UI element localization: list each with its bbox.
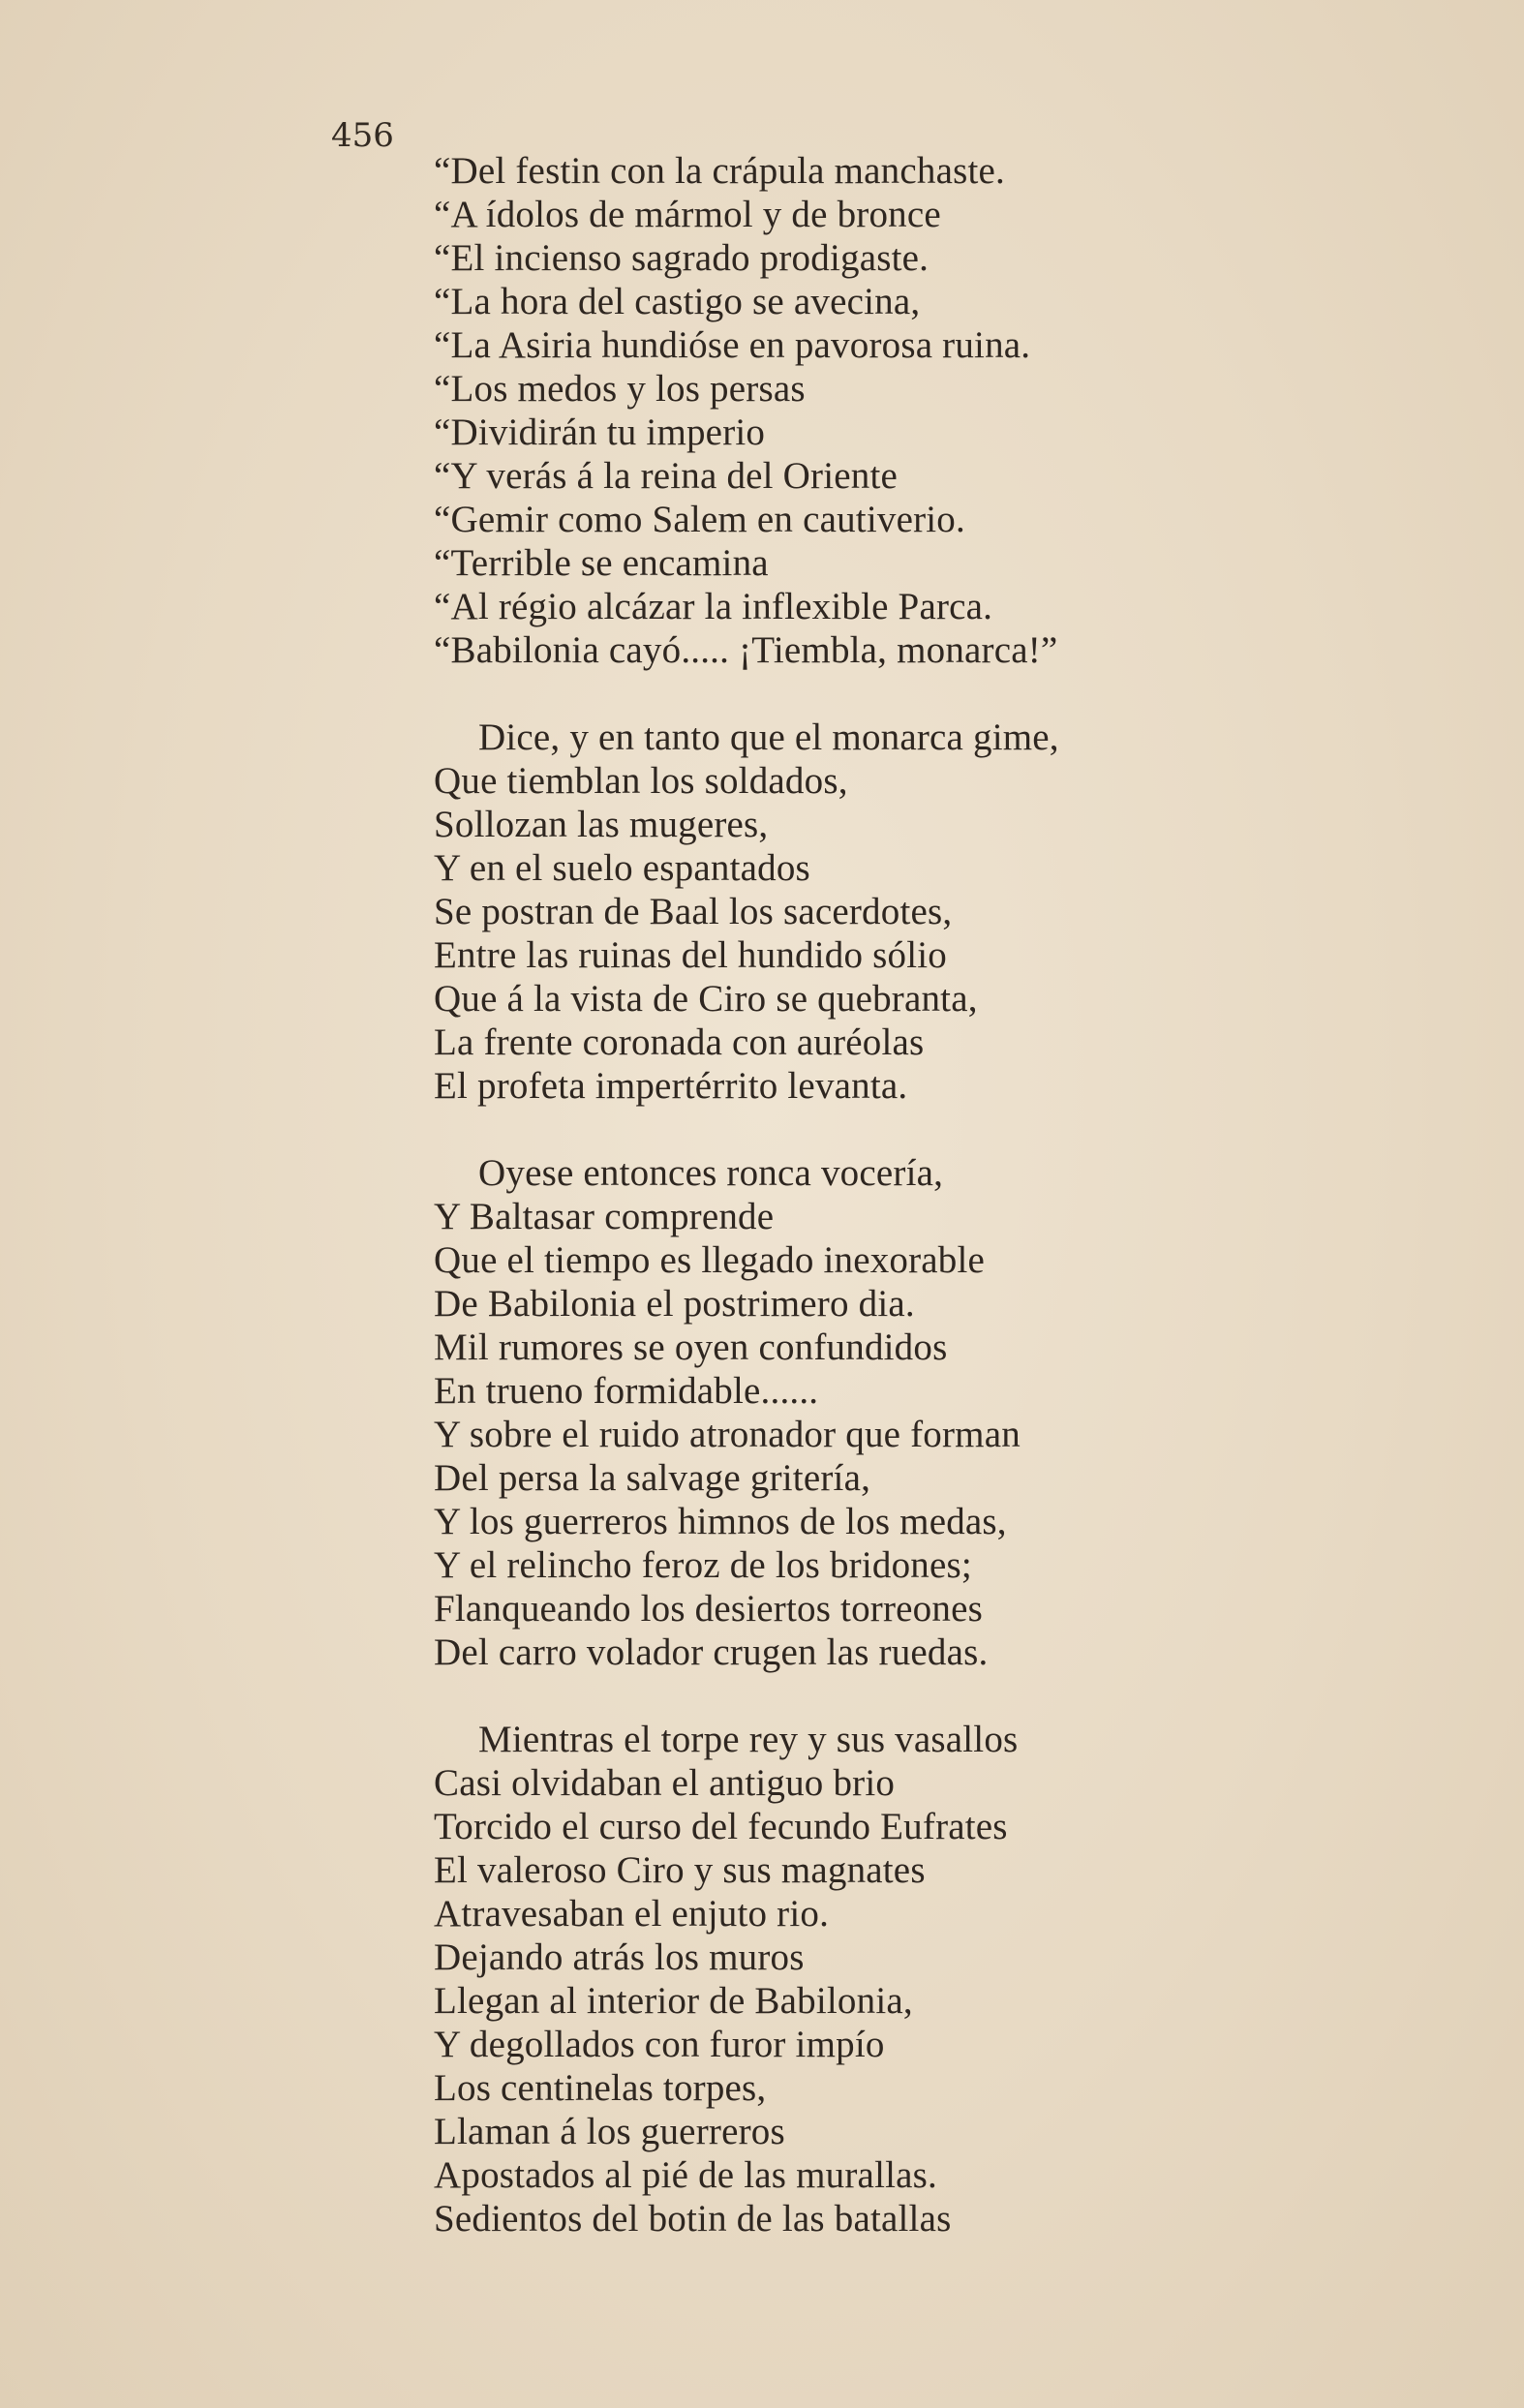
verse-line: El profeta impertérrito levanta.: [434, 1065, 908, 1107]
verse-line: Apostados al pié de las murallas.: [434, 2154, 937, 2196]
verse-line: Llegan al interior de Babilonia,: [434, 1980, 913, 2022]
verse-line: Sollozan las mugeres,: [434, 804, 769, 845]
verse-line: Los centinelas torpes,: [434, 2067, 767, 2109]
page-number: 456: [331, 116, 394, 155]
verse-line: Casi olvidaban el antiguo brio: [434, 1762, 896, 1804]
verse-line: “La Asiria hundióse en pavorosa ruina.: [434, 324, 1031, 366]
verse-line: El valeroso Ciro y sus magnates: [434, 1849, 926, 1891]
verse-line: “Del festin con la crápula manchaste.: [434, 150, 1005, 192]
verse-line: Atravesaban el enjuto rio.: [434, 1893, 830, 1935]
verse-line: “Al régio alcázar la inflexible Parca.: [434, 586, 993, 627]
verse-line: “Babilonia cayó..... ¡Tiembla, monarca!”: [434, 629, 1058, 671]
verse-line: “A ídolos de mármol y de bronce: [434, 194, 941, 235]
verse-line: Dejando atrás los muros: [434, 1936, 805, 1978]
verse-line: Mientras el torpe rey y sus vasallos: [478, 1719, 1019, 1760]
verse-line: Y sobre el ruido atronador que forman: [434, 1414, 1021, 1455]
verse-line: “La hora del castigo se avecina,: [434, 281, 921, 322]
verse-line: Que tiemblan los soldados,: [434, 760, 848, 802]
verse-line: Llaman á los guerreros: [434, 2111, 785, 2152]
verse-line: Oyese entonces ronca vocería,: [478, 1152, 944, 1194]
verse-line: “Y verás á la reina del Oriente: [434, 455, 898, 497]
verse-line: “Terrible se encamina: [434, 542, 769, 584]
verse-line: Del carro volador crugen las ruedas.: [434, 1631, 989, 1673]
verse-line: “Gemir como Salem en cautiverio.: [434, 499, 965, 540]
verse-line: “Dividirán tu imperio: [434, 411, 766, 453]
verse-line: Que á la vista de Ciro se quebranta,: [434, 978, 978, 1020]
stanza: [434, 1151, 1441, 1674]
verse-line: Sedientos del botin de las batallas: [434, 2198, 952, 2240]
verse-line: “El incienso sagrado prodigaste.: [434, 237, 930, 279]
stanza: [434, 149, 1441, 672]
stanza: [434, 1718, 1441, 2240]
poem-text: [434, 149, 1441, 2284]
verse-line: “Los medos y los persas: [434, 368, 806, 410]
stanza: [434, 716, 1441, 1108]
verse-line: Y degollados con furor impío: [434, 2024, 885, 2065]
verse-line: Que el tiempo es llegado inexorable: [434, 1239, 986, 1281]
verse-line: Se postran de Baal los sacerdotes,: [434, 891, 953, 932]
verse-line: Torcido el curso del fecundo Eufrates: [434, 1806, 1008, 1847]
verse-line: Entre las ruinas del hundido sólio: [434, 934, 947, 976]
verse-line: Dice, y en tanto que el monarca gime,: [478, 716, 1059, 758]
verse-line: Y Baltasar comprende: [434, 1196, 775, 1237]
verse-line: De Babilonia el postrimero dia.: [434, 1283, 915, 1325]
verse-line: Mil rumores se oyen confundidos: [434, 1326, 948, 1368]
verse-line: Y en el suelo espantados: [434, 847, 810, 889]
verse-line: Flanqueando los desiertos torreones: [434, 1588, 983, 1630]
verse-line: Del persa la salvage gritería,: [434, 1457, 871, 1499]
verse-line: En trueno formidable......: [434, 1370, 819, 1412]
verse-line: La frente coronada con auréolas: [434, 1021, 925, 1063]
verse-line: Y el relincho feroz de los bridones;: [434, 1544, 972, 1586]
verse-line: Y los guerreros himnos de los medas,: [434, 1501, 1007, 1542]
